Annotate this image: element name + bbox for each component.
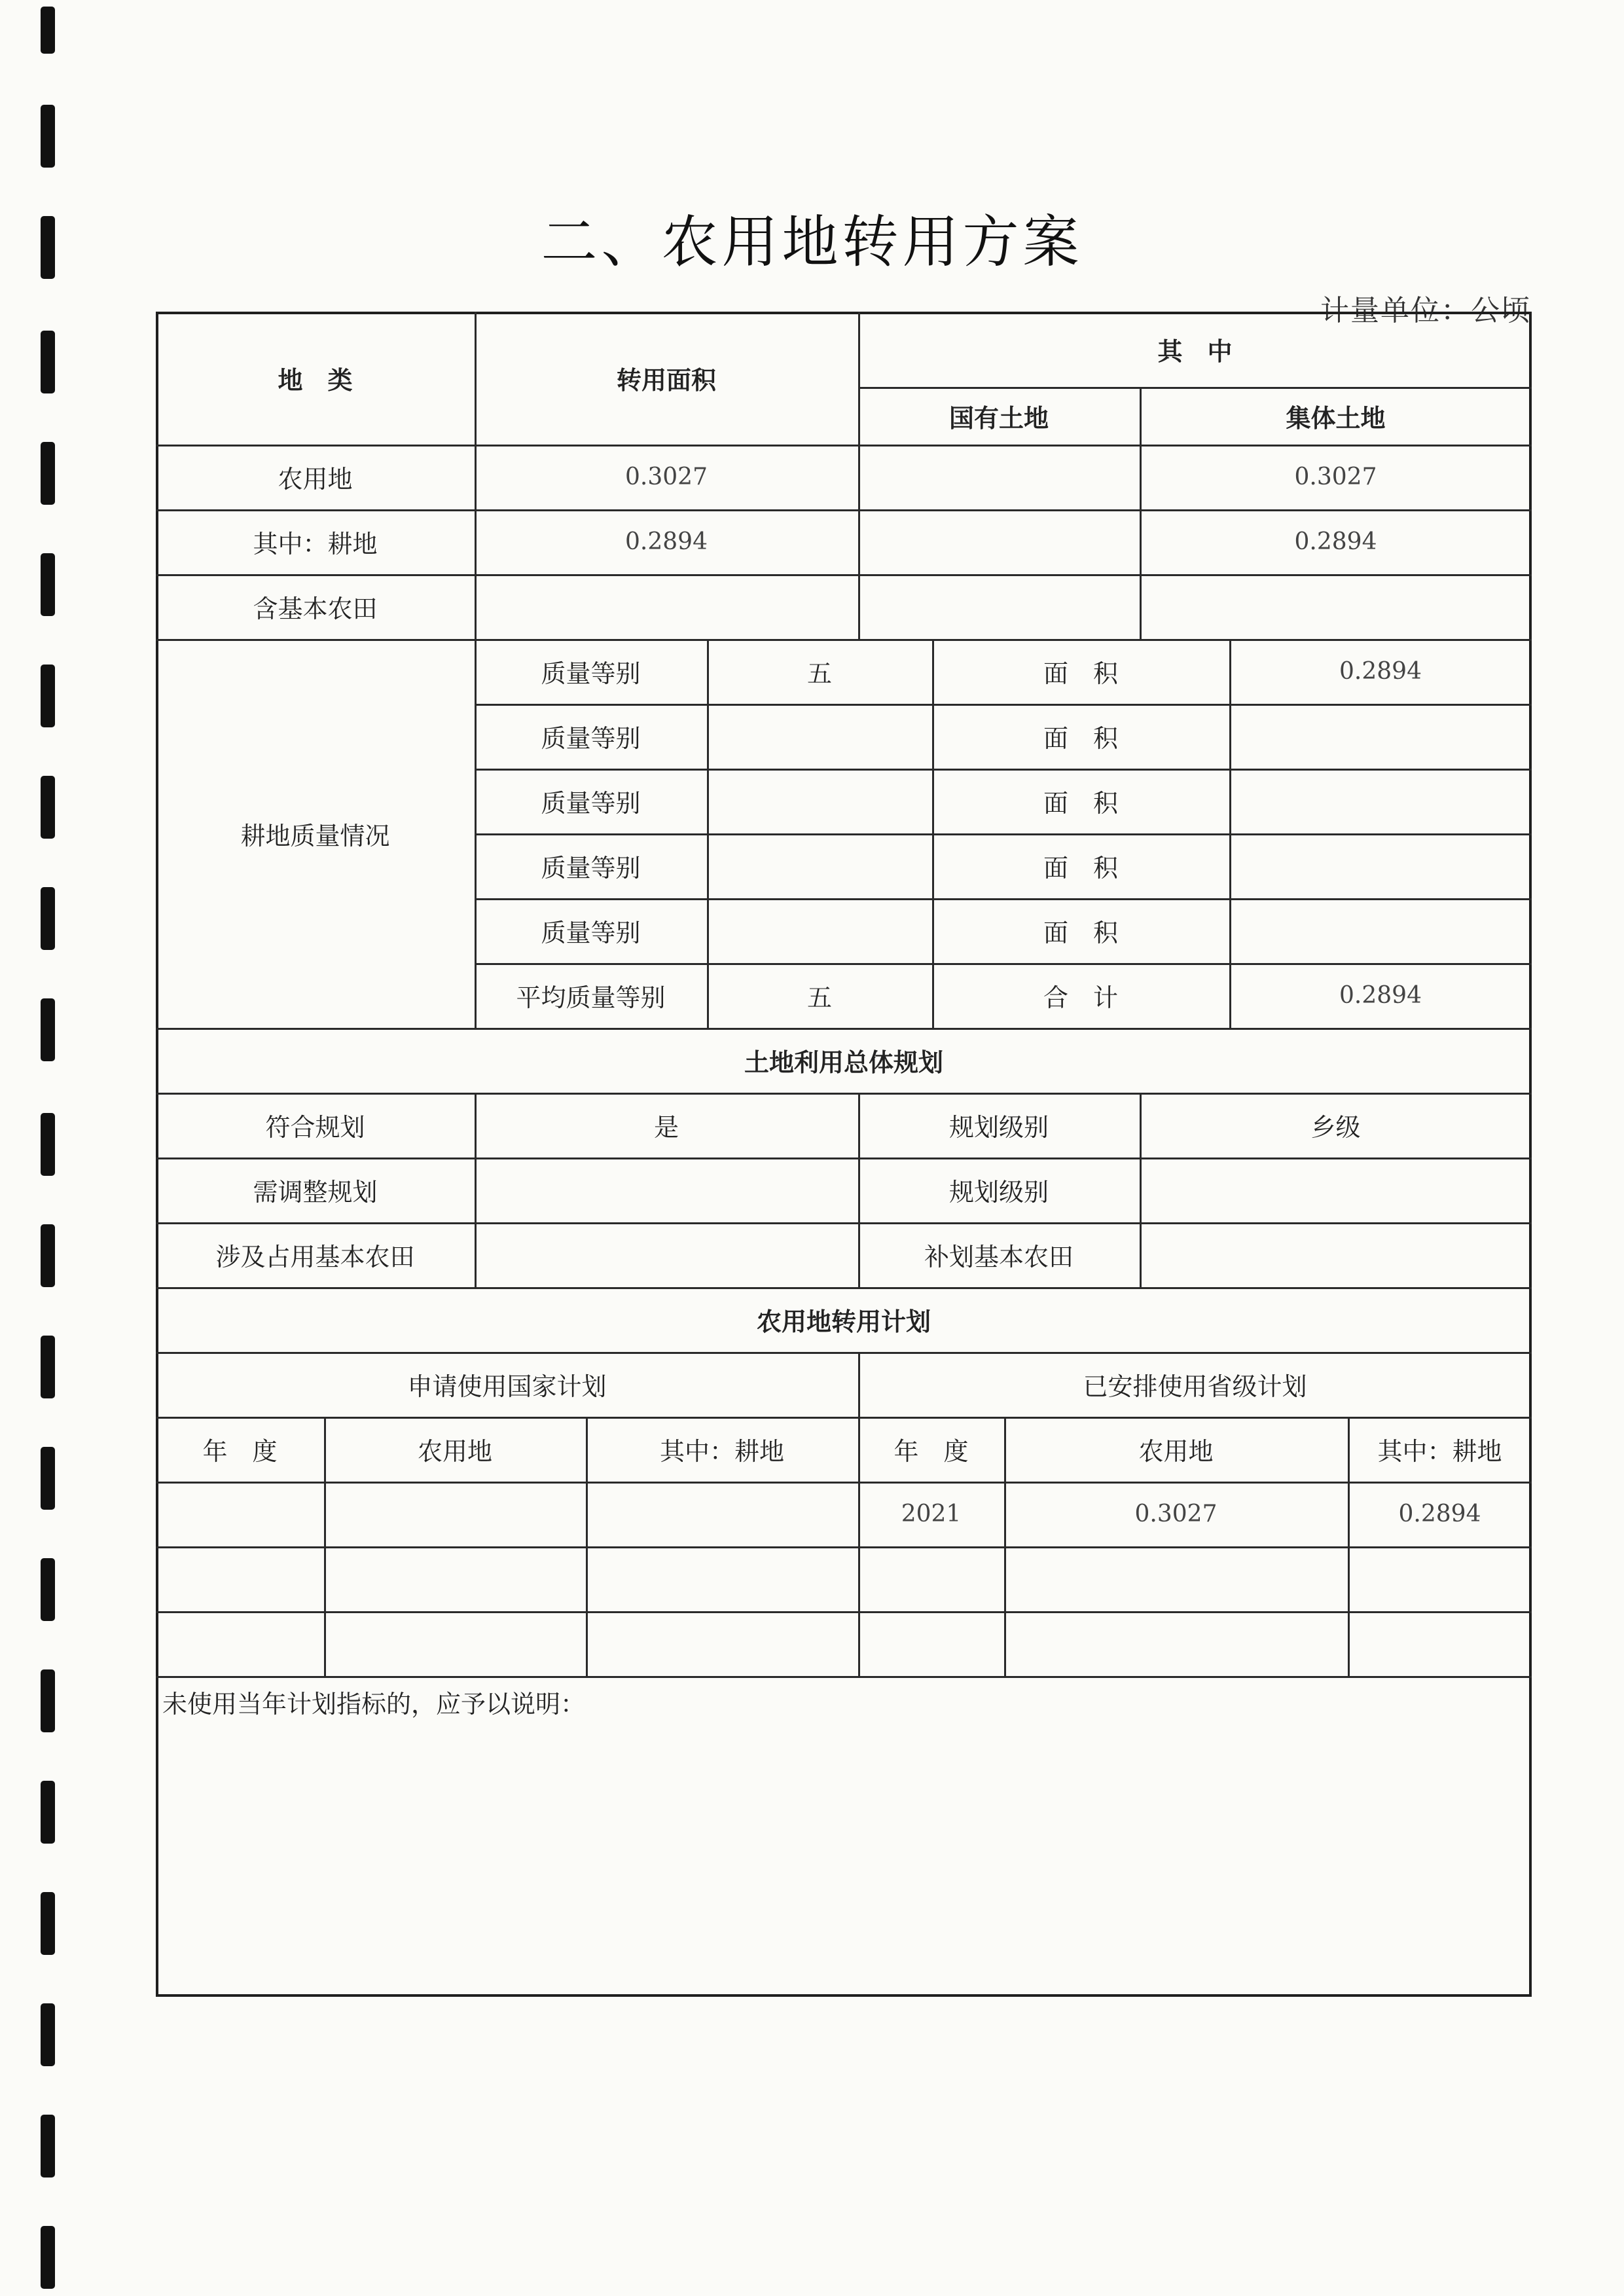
quality-area-label: 面 积 [1043,789,1118,818]
row-cultivated-collective: 0.2894 [1294,528,1377,555]
binding-mark [41,1113,55,1176]
provincial-year-header: 年 度 [893,1437,969,1466]
planning-conform-value: 是 [653,1113,679,1142]
provincial-agri-header: 农用地 [1138,1437,1214,1466]
row-basic-farmland-label: 含基本农田 [253,594,378,623]
row-agricultural-total: 0.3027 [625,464,708,490]
binding-mark [41,1781,55,1844]
header-converted-area: 转用面积 [616,366,716,395]
binding-mark [41,887,55,950]
quality-grade-value [707,769,932,833]
planning-level-value: 乡级 [1310,1113,1361,1142]
planning-conform-label: 符合规划 [265,1113,365,1142]
planning-adjust-value [475,1157,858,1222]
quality-grade-label: 质量等别 [541,724,641,753]
quality-section-label: 耕地质量情况 [240,821,390,850]
conversion-table [156,312,1532,1997]
quality-area-value [1229,833,1532,898]
header-state-land: 国有土地 [948,403,1049,433]
row-cultivated-total: 0.2894 [625,528,708,555]
national-year-cell [156,1482,324,1546]
binding-mark [41,1447,55,1510]
national-year-cell [156,1546,324,1611]
planning-adjust-label: 需调整规划 [253,1178,378,1207]
row-agricultural-label: 农用地 [278,465,353,494]
binding-mark [41,1892,55,1955]
provincial-cult-header: 其中：耕地 [1377,1437,1502,1466]
quality-grade-value [707,704,932,769]
quality-area-value [1229,898,1532,963]
quality-total-label: 合 计 [1043,983,1118,1012]
binding-mark [41,1558,55,1621]
quality-area-value [1229,704,1532,769]
national-cult-cell [586,1482,858,1546]
quality-area-label: 面 积 [1043,724,1118,753]
row-basic-farmland-collective [1140,574,1532,639]
planning-occupy-label: 涉及占用基本农田 [215,1243,415,1271]
page-title: 二、农用地转用方案 [541,210,1083,275]
national-year-header: 年 度 [202,1437,278,1466]
binding-mark [41,1336,55,1398]
planning-adjust-level-label: 规划级别 [948,1178,1049,1207]
binding-mark [41,1224,55,1287]
planning-supplement-value [1140,1222,1532,1287]
national-agri-header: 农用地 [417,1437,492,1466]
planning-section-title: 土地利用总体规划 [744,1048,943,1077]
planning-level-label: 规划级别 [948,1113,1049,1142]
quality-grade-value [707,898,932,963]
planning-occupy-value [475,1222,858,1287]
provincial-year-cell [858,1611,1004,1676]
national-plan-label: 申请使用国家计划 [407,1372,607,1401]
row-agricultural-state [858,445,1140,509]
table-line [156,1676,1532,1678]
binding-mark [41,442,55,505]
unused-plan-note: 未使用当年计划指标的，应予以说明： [162,1690,586,1719]
row-agricultural-collective: 0.3027 [1294,464,1377,490]
binding-mark [41,331,55,393]
quality-avg-grade: 五 [806,983,832,1012]
binding-mark [41,1669,55,1732]
measurement-unit: 计量单位：公顷 [1320,294,1531,327]
binding-mark [41,553,55,616]
national-cult-cell [586,1546,858,1611]
quality-grade-label: 质量等别 [541,919,641,947]
binding-mark [41,665,55,727]
national-cult-header: 其中：耕地 [659,1437,784,1466]
quality-avg-label: 平均质量等别 [516,983,666,1012]
quality-area-label: 面 积 [1043,659,1118,688]
header-land-type: 地 类 [278,366,353,395]
binding-mark [41,2003,55,2066]
provincial-agri-cell [1004,1611,1348,1676]
planning-adjust-level-value [1140,1157,1532,1222]
header-collective-land: 集体土地 [1286,403,1386,433]
quality-total-area: 0.2894 [1339,982,1422,1009]
row-basic-farmland-total [475,574,858,639]
conversion-plan-section-title: 农用地转用计划 [756,1307,931,1336]
provincial-agri-cell [1004,1546,1348,1611]
binding-mark [41,2115,55,2178]
quality-area-value: 0.2894 [1339,658,1422,685]
national-agri-cell [324,1482,586,1546]
binding-mark [41,105,55,168]
binding-mark [41,7,55,54]
provincial-year-cell [858,1546,1004,1611]
provincial-cult-cell: 0.2894 [1398,1501,1481,1527]
provincial-cult-cell [1348,1546,1532,1611]
quality-area-label: 面 积 [1043,854,1118,883]
national-agri-cell [324,1546,586,1611]
national-agri-cell [324,1611,586,1676]
binding-mark [41,2226,55,2289]
row-basic-farmland-state [858,574,1140,639]
binding-mark [41,998,55,1061]
quality-grade-label: 质量等别 [541,854,641,883]
binding-mark [41,776,55,839]
row-cultivated-label: 其中：耕地 [253,530,378,558]
provincial-year-cell: 2021 [901,1501,962,1527]
quality-area-label: 面 积 [1043,919,1118,947]
planning-supplement-label: 补划基本农田 [924,1243,1074,1271]
national-cult-cell [586,1611,858,1676]
quality-grade-label: 质量等别 [541,789,641,818]
quality-area-value [1229,769,1532,833]
row-cultivated-state [858,509,1140,574]
quality-grade-value [707,833,932,898]
quality-grade-value: 五 [806,659,832,688]
provincial-plan-label: 已安排使用省级计划 [1083,1372,1307,1401]
quality-grade-label: 质量等别 [541,659,641,688]
provincial-agri-cell: 0.3027 [1134,1501,1218,1527]
provincial-cult-cell [1348,1611,1532,1676]
national-year-cell [156,1611,324,1676]
header-of-which: 其 中 [1157,337,1233,366]
